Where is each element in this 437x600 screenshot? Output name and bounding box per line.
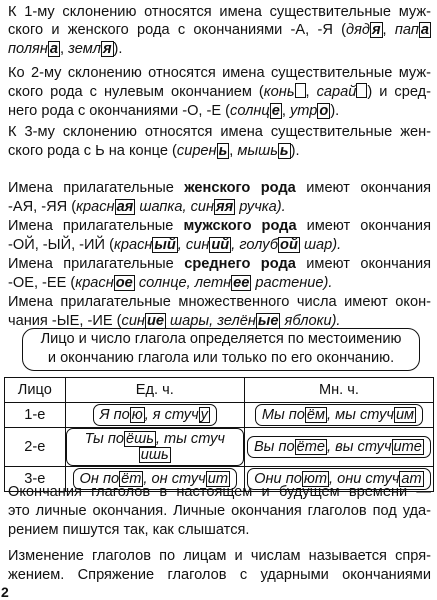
table-row <box>5 403 434 428</box>
adj-neut-line1: Имена прилагательные среднего рода имеют окончания <box>8 256 431 272</box>
singular-cell: Он по ёт , он стуч ит <box>65 467 244 492</box>
conj-line1: Изменение глаголов по лицам и числам называется спря- <box>8 548 431 564</box>
singular-cell: Ты по ёшь , ты стучишь <box>65 428 244 467</box>
adj-fem-line2: -АЯ, -ЯЯ (красн ая шапка, син яя ручка). <box>8 199 286 215</box>
plural-cell: Мы по ём , мы стуч им <box>244 403 433 428</box>
endings-line2: это личные окончания. Личные окончания глаголов под уда- <box>8 503 431 519</box>
person-cell: 3-е <box>5 467 66 492</box>
adj-masc-line1: Имена прилагательные мужского рода имеют окончания <box>8 218 431 234</box>
conj-line2: жением. Спряжение глаголов с ударными окончаниями <box>8 567 431 583</box>
decl3-line2: ского рода с Ь на конце (сирен ь , мышь ь ). <box>8 143 300 159</box>
verb-conjugation-table <box>4 377 434 492</box>
person-cell: 1-е <box>5 403 66 428</box>
adj-masc-line2: -ОЙ, -ЫЙ, -ИЙ (красн ый , син ий , голуб ой шар). <box>8 237 342 253</box>
adj-neut-line2: -ОЕ, -ЕЕ (красн ое солнце, летн ее растение). <box>8 275 333 291</box>
table-header-row <box>5 378 434 403</box>
decl2-line3: него рода с окончаниями -О, -Е (солнц е , утр о ). <box>8 103 340 119</box>
page-number: 2 <box>1 584 9 600</box>
rule-note-box <box>22 328 420 371</box>
endings-line3: рением пишутся так, как слышатся. <box>8 522 250 538</box>
header-person: Лицо <box>5 378 66 403</box>
decl3-line1: К 3-му склонению относятся имена существительные жен- <box>8 124 431 140</box>
singular-cell: Я по ю , я стуч у <box>65 403 244 428</box>
adj-fem-line1: Имена прилагательные женского рода имеют окончания <box>8 180 431 196</box>
header-plural: Мн. ч. <box>244 378 433 403</box>
decl1-line2: ского и женского рода с окончаниями -А, -Я (дяд я , пап а <box>8 22 430 38</box>
rule-note-line1: Лицо и число глагола определяется по местоимению <box>40 331 402 347</box>
endings-line1: Окончания глаголов в настоящем и будущем времени — <box>8 484 431 500</box>
adj-plural-line1: Имена прилагательные множественного числа имеют окон- <box>8 294 431 310</box>
table-row <box>5 428 434 467</box>
decl2-line2: ского рода с нулевым окончанием (конь , сарай ) и сред- <box>8 84 432 100</box>
plural-cell: Вы по ёте , вы стуч ите <box>244 428 433 467</box>
header-singular: Ед. ч. <box>65 378 244 403</box>
decl1-line3: полян а , земл я ). <box>8 41 123 57</box>
decl1-line1: К 1-му склонению относятся имена существительные муж- <box>8 4 431 20</box>
decl2-line1: Ко 2-му склонению относятся имена существительные муж- <box>8 65 431 81</box>
plural-cell: Они по ют , они стуч ат <box>244 467 433 492</box>
person-cell: 2-е <box>5 428 66 467</box>
rule-note-line2: и окончанию глагола или только по его окончанию. <box>47 350 395 366</box>
adj-plural-line2: чания -ЫЕ, -ИЕ (син ие шары, зелён ые яблоки). <box>8 313 341 329</box>
